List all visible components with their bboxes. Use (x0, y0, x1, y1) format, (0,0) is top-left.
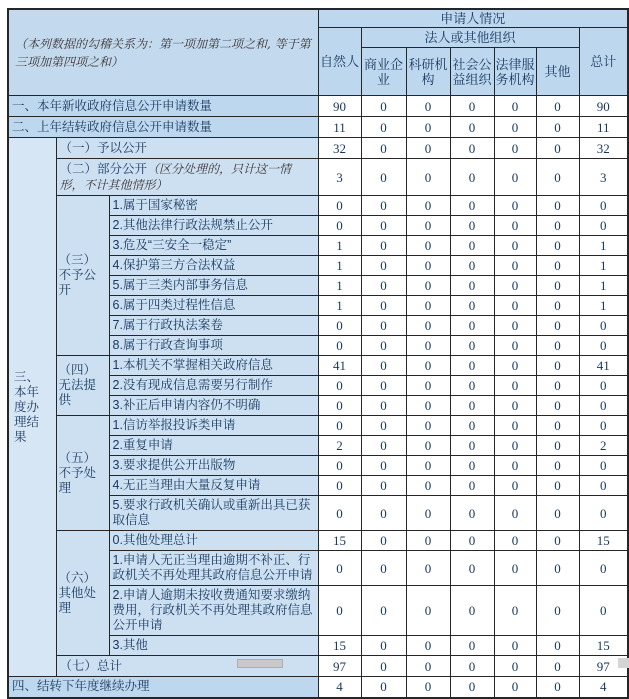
row-label (109, 296, 318, 316)
value-cell: 0 (450, 117, 494, 138)
table-row (8, 356, 628, 376)
value-cell: 15 (579, 531, 628, 551)
value-cell: 0 (361, 496, 406, 531)
header-applicant-status: 申请人情况 (318, 9, 628, 28)
value-cell: 0 (450, 336, 494, 356)
row-label (109, 531, 318, 551)
group-label: （六）其他处理 (56, 531, 109, 656)
value-cell: 0 (361, 96, 406, 117)
row-label-text: 2.其他法律行政法规禁止公开 (112, 218, 273, 232)
value-cell: 0 (579, 396, 628, 416)
row-label (109, 636, 318, 656)
value-cell: 0 (318, 551, 361, 586)
scrollbar-corner (618, 658, 629, 668)
value-cell: 0 (406, 436, 450, 456)
table-row (8, 416, 628, 436)
value-cell: 0 (406, 376, 450, 396)
row-label (109, 496, 318, 531)
value-cell: 0 (361, 296, 406, 316)
value-cell: 0 (318, 376, 361, 396)
row-label (109, 276, 318, 296)
value-cell: 0 (406, 316, 450, 336)
row-label (8, 117, 318, 138)
value-cell: 32 (579, 138, 628, 159)
value-cell: 0 (361, 336, 406, 356)
row-label-text: 7.属于行政执法案卷 (112, 318, 223, 332)
value-cell: 0 (406, 456, 450, 476)
value-cell: 0 (494, 531, 536, 551)
value-cell: 0 (406, 496, 450, 531)
row-label (109, 236, 318, 256)
row-label-text: 1.属于国家秘密 (112, 198, 198, 212)
table-row (8, 531, 628, 551)
row-label (8, 677, 318, 698)
row-label-text: 3.其他 (112, 638, 148, 652)
value-cell: 0 (406, 117, 450, 138)
value-cell: 0 (406, 551, 450, 586)
value-cell: 0 (579, 416, 628, 436)
value-cell: 0 (494, 216, 536, 236)
value-cell: 0 (450, 396, 494, 416)
value-cell: 0 (406, 236, 450, 256)
value-cell: 11 (579, 117, 628, 138)
row-label-text: 4.无正当理由大量反复申请 (112, 478, 261, 492)
value-cell: 0 (536, 586, 579, 636)
value-cell: 1 (318, 256, 361, 276)
value-cell: 0 (361, 677, 406, 698)
value-cell: 41 (318, 356, 361, 376)
table-header (8, 9, 628, 96)
value-cell: 0 (406, 256, 450, 276)
row-label-text: （一）予以公开 (59, 140, 148, 155)
value-cell: 0 (494, 636, 536, 656)
value-cell: 0 (318, 586, 361, 636)
value-cell: 4 (318, 677, 361, 698)
value-cell: 0 (579, 316, 628, 336)
row-label-text: 一、本年新收政府信息公开申请数量 (12, 98, 213, 113)
value-cell: 0 (536, 159, 579, 196)
value-cell: 1 (318, 276, 361, 296)
table-row (8, 138, 628, 159)
value-cell: 0 (536, 236, 579, 256)
value-cell: 0 (494, 296, 536, 316)
row-label-text: 1.信访举报投诉类申请 (112, 418, 236, 432)
value-cell: 0 (536, 138, 579, 159)
value-cell: 97 (579, 656, 628, 677)
value-cell: 0 (361, 586, 406, 636)
value-cell: 0 (450, 236, 494, 256)
value-cell: 0 (494, 96, 536, 117)
value-cell: 0 (361, 396, 406, 416)
value-cell: 1 (318, 236, 361, 256)
value-cell: 0 (450, 496, 494, 531)
horizontal-scrollbar-thumb[interactable] (237, 659, 283, 668)
value-cell: 0 (318, 396, 361, 416)
row-label-text: 二、上年结转政府信息公开申请数量 (12, 119, 213, 134)
value-cell: 4 (579, 677, 628, 698)
row-label (109, 416, 318, 436)
value-cell: 0 (450, 476, 494, 496)
value-cell: 0 (406, 196, 450, 216)
value-cell: 0 (536, 356, 579, 376)
value-cell: 0 (361, 276, 406, 296)
table-body (8, 96, 628, 698)
value-cell: 0 (450, 256, 494, 276)
value-cell: 0 (406, 159, 450, 196)
row-label-text: 8.属于行政查询事项 (112, 338, 223, 352)
value-cell: 0 (579, 216, 628, 236)
reconciliation-note: （本列数据的勾稽关系为：第一项加第二项之和, 等于第三项加第四项之和） (15, 36, 311, 69)
value-cell: 1 (579, 236, 628, 256)
row-label-text: 四、结转下年度继续办理 (12, 679, 150, 694)
header-commercial-enterprise: 商业企业 (361, 48, 406, 96)
value-cell: 0 (406, 216, 450, 236)
value-cell: 0 (361, 476, 406, 496)
value-cell: 3 (579, 159, 628, 196)
value-cell: 0 (318, 416, 361, 436)
value-cell: 0 (450, 586, 494, 636)
header-total: 总计 (579, 28, 628, 96)
value-cell: 0 (361, 551, 406, 586)
value-cell: 0 (494, 436, 536, 456)
value-cell: 0 (579, 476, 628, 496)
value-cell: 0 (494, 117, 536, 138)
value-cell: 0 (450, 456, 494, 476)
value-cell: 0 (450, 159, 494, 196)
value-cell: 0 (579, 496, 628, 531)
table-row (8, 159, 628, 196)
value-cell: 0 (450, 677, 494, 698)
value-cell: 0 (536, 276, 579, 296)
group-label: （三）不予公开 (56, 196, 109, 356)
value-cell: 0 (361, 656, 406, 677)
value-cell: 0 (494, 456, 536, 476)
value-cell: 0 (318, 456, 361, 476)
row-label-text: 0.其他处理总计 (112, 533, 198, 547)
value-cell: 0 (406, 356, 450, 376)
value-cell: 0 (361, 376, 406, 396)
value-cell: 0 (318, 496, 361, 531)
value-cell: 0 (579, 456, 628, 476)
value-cell: 0 (494, 138, 536, 159)
row-label-text: 2.申请人逾期未按收费通知要求缴纳费用，行政机关不再处理其政府信息公开申请 (112, 588, 313, 632)
value-cell: 0 (494, 159, 536, 196)
value-cell: 0 (361, 196, 406, 216)
value-cell: 0 (536, 656, 579, 677)
value-cell: 0 (361, 356, 406, 376)
value-cell: 0 (579, 586, 628, 636)
value-cell: 90 (579, 96, 628, 117)
row-label-text: 2.重复申请 (112, 438, 173, 452)
value-cell: 0 (536, 376, 579, 396)
value-cell: 0 (536, 496, 579, 531)
value-cell: 0 (536, 117, 579, 138)
value-cell: 1 (579, 276, 628, 296)
value-cell: 0 (536, 456, 579, 476)
value-cell: 0 (361, 316, 406, 336)
row-label-text: 1.申请人无正当理由逾期不补正、行政机关不再处理其政府信息公开申请 (112, 553, 313, 582)
value-cell: 41 (579, 356, 628, 376)
row-label-note: （区分处理的，只计这一情形，不计其他情形） (59, 162, 292, 192)
group-label: （四）无法提供 (56, 356, 109, 416)
value-cell: 0 (450, 276, 494, 296)
row-label-text: 3.要求提供公开出版物 (112, 458, 236, 472)
value-cell: 0 (361, 117, 406, 138)
value-cell: 0 (494, 356, 536, 376)
table-row (8, 96, 628, 117)
header-legal-service-org: 法律服务机构 (494, 48, 536, 96)
value-cell: 0 (361, 159, 406, 196)
row-label (109, 436, 318, 456)
value-cell: 0 (579, 376, 628, 396)
value-cell: 0 (406, 336, 450, 356)
value-cell: 90 (318, 96, 361, 117)
row-label (109, 216, 318, 236)
value-cell: 0 (361, 216, 406, 236)
row-label-text: 5.属于三类内部事务信息 (112, 278, 248, 292)
value-cell: 0 (494, 396, 536, 416)
value-cell: 0 (450, 296, 494, 316)
value-cell: 0 (494, 586, 536, 636)
table-row (8, 196, 628, 216)
header-social-welfare-org: 社会公益组织 (450, 48, 494, 96)
header-other: 其他 (536, 48, 579, 96)
header-research-institution: 科研机构 (406, 48, 450, 96)
value-cell: 0 (494, 336, 536, 356)
value-cell: 0 (494, 476, 536, 496)
row-label (109, 476, 318, 496)
value-cell: 0 (450, 316, 494, 336)
row-label (56, 159, 318, 196)
value-cell: 1 (318, 296, 361, 316)
value-cell: 0 (361, 416, 406, 436)
gov-info-disclosure-table (7, 8, 629, 699)
value-cell: 0 (536, 677, 579, 698)
value-cell: 0 (494, 677, 536, 698)
value-cell: 0 (318, 336, 361, 356)
row-label (109, 456, 318, 476)
row-label-text: 2.没有现成信息需要另行制作 (112, 378, 273, 392)
value-cell: 0 (536, 96, 579, 117)
value-cell: 0 (494, 376, 536, 396)
value-cell: 0 (450, 138, 494, 159)
table-row (8, 677, 628, 698)
row-label-text: 4.保护第三方合法权益 (112, 258, 236, 272)
value-cell: 0 (579, 336, 628, 356)
value-cell: 0 (536, 336, 579, 356)
row-label (56, 138, 318, 159)
value-cell: 0 (318, 196, 361, 216)
table-row (8, 656, 628, 677)
row-label (109, 336, 318, 356)
value-cell: 0 (406, 416, 450, 436)
value-cell: 0 (406, 476, 450, 496)
row-label (109, 196, 318, 216)
value-cell: 0 (361, 531, 406, 551)
value-cell: 0 (450, 96, 494, 117)
value-cell: 0 (450, 356, 494, 376)
value-cell: 0 (536, 316, 579, 336)
value-cell: 0 (361, 456, 406, 476)
value-cell: 0 (579, 196, 628, 216)
value-cell: 2 (579, 436, 628, 456)
header-natural-person: 自然人 (318, 28, 361, 96)
value-cell: 0 (318, 216, 361, 236)
value-cell: 0 (406, 396, 450, 416)
value-cell: 2 (318, 436, 361, 456)
value-cell: 0 (494, 276, 536, 296)
value-cell: 32 (318, 138, 361, 159)
value-cell: 0 (361, 636, 406, 656)
row-label (109, 396, 318, 416)
value-cell: 0 (406, 586, 450, 636)
value-cell: 0 (536, 196, 579, 216)
reconciliation-note-cell (8, 9, 318, 96)
row-label (109, 356, 318, 376)
value-cell: 0 (318, 476, 361, 496)
value-cell: 0 (406, 531, 450, 551)
value-cell: 0 (494, 316, 536, 336)
value-cell: 0 (536, 636, 579, 656)
value-cell: 0 (494, 256, 536, 276)
row-label (109, 256, 318, 276)
row-label-text: 5.要求行政机关确认或重新出具已获取信息 (112, 498, 311, 527)
row-label (109, 316, 318, 336)
value-cell: 0 (361, 138, 406, 159)
value-cell: 0 (406, 296, 450, 316)
header-legal-org: 法人或其他组织 (361, 28, 579, 48)
value-cell: 0 (450, 531, 494, 551)
value-cell: 0 (536, 416, 579, 436)
value-cell: 0 (406, 138, 450, 159)
value-cell: 0 (406, 656, 450, 677)
value-cell: 0 (450, 416, 494, 436)
value-cell: 15 (579, 636, 628, 656)
row-label-text: 1.本机关不掌握相关政府信息 (112, 358, 273, 372)
value-cell: 0 (450, 436, 494, 456)
value-cell: 0 (361, 256, 406, 276)
value-cell: 0 (494, 656, 536, 677)
value-cell: 0 (406, 96, 450, 117)
row-label (8, 96, 318, 117)
value-cell: 0 (536, 476, 579, 496)
value-cell: 0 (318, 316, 361, 336)
value-cell: 0 (536, 296, 579, 316)
value-cell: 15 (318, 636, 361, 656)
row-label-text: （七）总计 (59, 658, 123, 673)
value-cell: 0 (450, 196, 494, 216)
row-label (109, 551, 318, 586)
row-label (109, 586, 318, 636)
value-cell: 1 (579, 256, 628, 276)
value-cell: 15 (318, 531, 361, 551)
value-cell: 0 (450, 636, 494, 656)
row-label-text: 3.危及“三安全一稳定” (112, 238, 232, 252)
value-cell: 0 (536, 216, 579, 236)
value-cell: 0 (536, 256, 579, 276)
value-cell: 3 (318, 159, 361, 196)
value-cell: 97 (318, 656, 361, 677)
value-cell: 0 (494, 496, 536, 531)
value-cell: 0 (450, 656, 494, 677)
value-cell: 0 (579, 551, 628, 586)
group-label: （五）不予处理 (56, 416, 109, 531)
value-cell: 0 (536, 551, 579, 586)
value-cell: 0 (406, 636, 450, 656)
value-cell: 0 (361, 436, 406, 456)
value-cell: 0 (536, 436, 579, 456)
row-label-text: （二）部分公开 (59, 162, 148, 176)
value-cell: 0 (406, 276, 450, 296)
value-cell: 0 (494, 196, 536, 216)
row-label-text: 3.补正后申请内容仍不明确 (112, 398, 261, 412)
section-label-annual-results: 三、本年度办理结果 (8, 138, 56, 677)
value-cell: 0 (361, 236, 406, 256)
value-cell: 0 (406, 677, 450, 698)
value-cell: 0 (536, 396, 579, 416)
value-cell: 0 (450, 216, 494, 236)
value-cell: 11 (318, 117, 361, 138)
value-cell: 0 (494, 236, 536, 256)
value-cell: 0 (536, 531, 579, 551)
row-label-text: 6.属于四类过程性信息 (112, 298, 236, 312)
value-cell: 0 (450, 376, 494, 396)
value-cell: 1 (579, 296, 628, 316)
value-cell: 0 (494, 551, 536, 586)
value-cell: 0 (494, 416, 536, 436)
table-row (8, 117, 628, 138)
value-cell: 0 (450, 551, 494, 586)
row-label (109, 376, 318, 396)
